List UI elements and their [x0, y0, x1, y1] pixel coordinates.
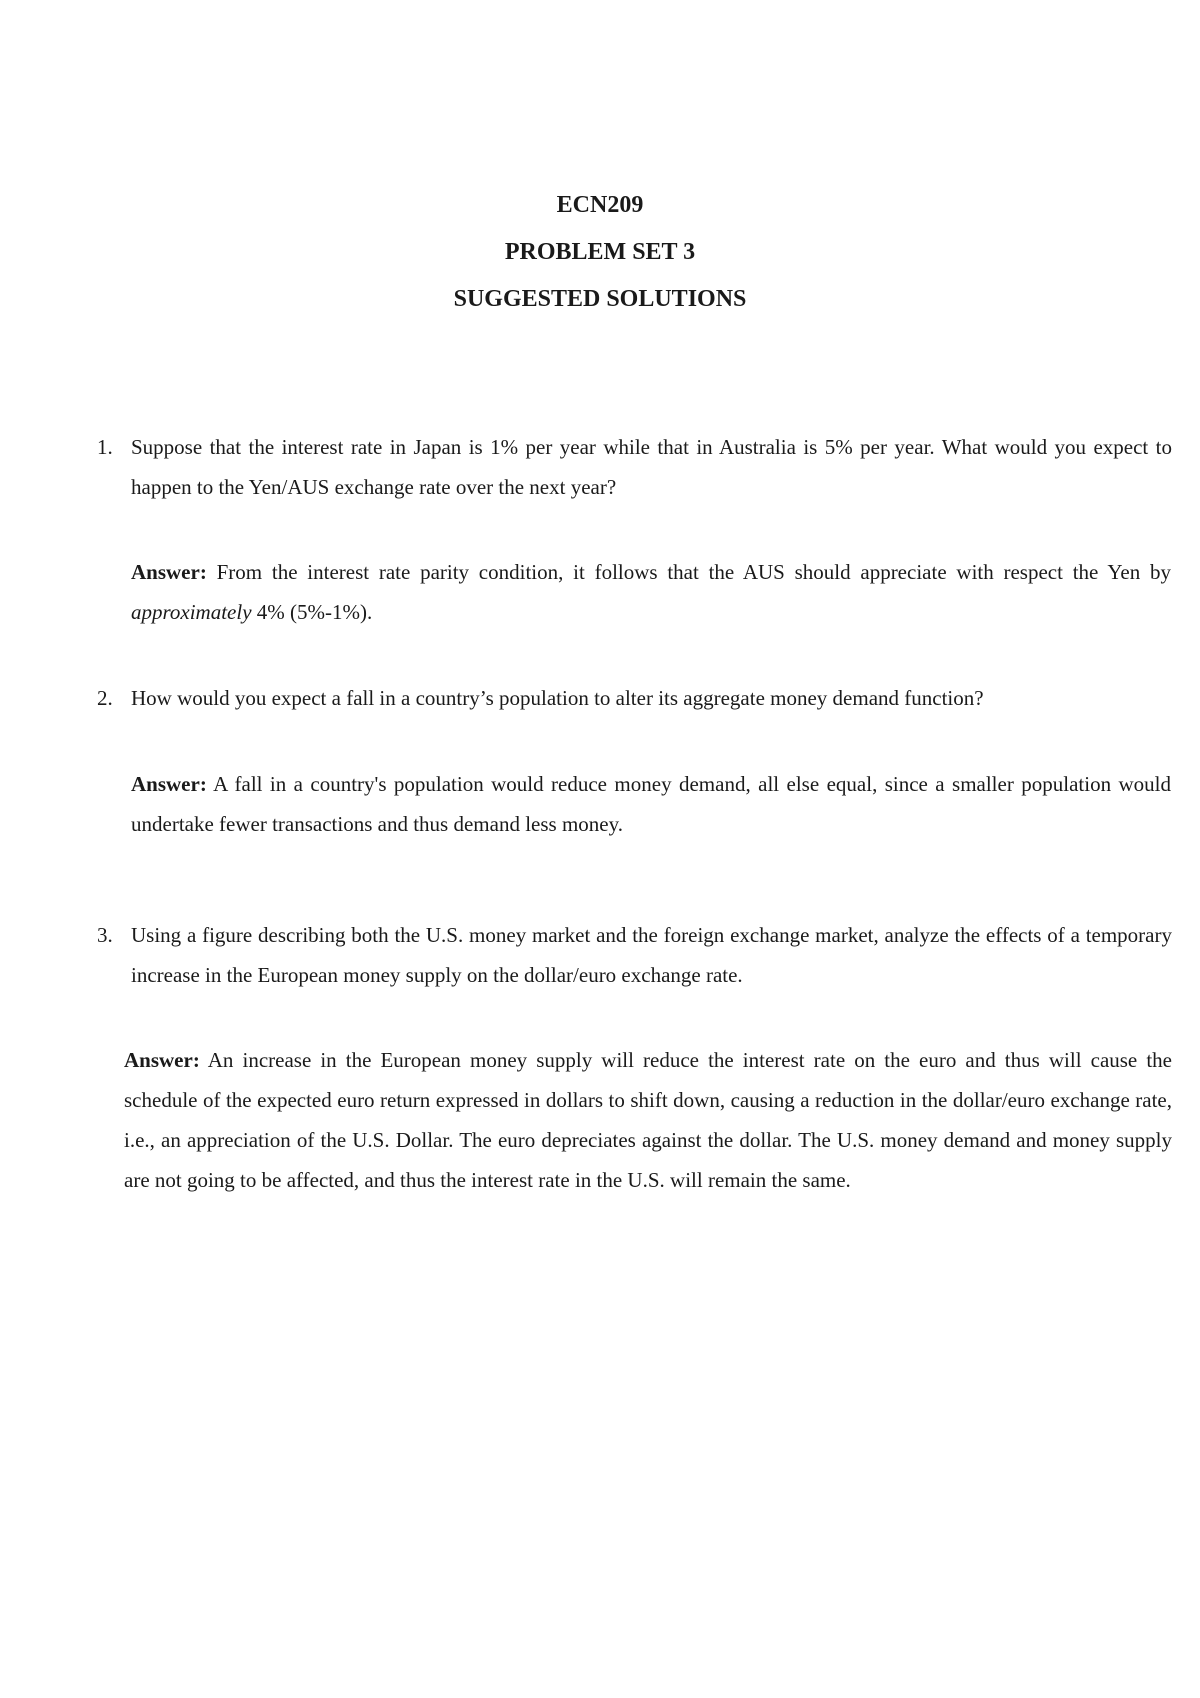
question-1: [97, 427, 1172, 507]
answer-text: A fall in a country's population would reduce money demand, all else equal, since a smaller population would undertake fewer transactions and thus demand less money.: [131, 772, 1171, 836]
answer-text: An increase in the European money supply will reduce the interest rate on the euro and thus will cause the schedule of the expected euro return expressed in dollars to shift down, causing a reduction in the dollar/euro exchange rate, i.e., an appreciation of the U.S. Dollar. The euro depreciates against the dollar. The U.S. money demand and money supply are not going to be affected, and thus the interest rate in the U.S. will remain the same.: [124, 1048, 1172, 1192]
subtitle: SUGGESTED SOLUTIONS: [453, 286, 747, 312]
question-3: [97, 915, 1172, 995]
question-2: [97, 678, 1172, 718]
question-number: 1.: [97, 435, 113, 459]
course-code: ECN209: [556, 192, 644, 218]
question-number: 2.: [97, 686, 113, 710]
answer-2: [131, 764, 1171, 844]
answer-3: [124, 1040, 1172, 1200]
question-text: Suppose that the interest rate in Japan is 1% per year while that in Australia is 5% per year. What would you expect to happen to the Yen/AUS exchange rate over the next year?: [131, 435, 1172, 499]
answer-label: Answer:: [131, 772, 207, 796]
answer-label: Answer:: [124, 1048, 200, 1072]
question-text: How would you expect a fall in a country’s population to alter its aggregate money demand function?: [131, 686, 984, 710]
problem-set-title: PROBLEM SET 3: [504, 239, 696, 265]
answer-label: Answer:: [131, 560, 207, 584]
answer-emphasis: approximately: [131, 600, 252, 624]
title-block: [0, 182, 1200, 323]
answer-text: From the interest rate parity condition, it follows that the AUS should appreciate with respect the Yen by: [206, 560, 1171, 584]
question-text: Using a figure describing both the U.S. money market and the foreign exchange market, analyze the effects of a temporary increase in the European money supply on the dollar/euro exchange rate.: [131, 923, 1172, 987]
answer-text-end: 4% (5%-1%).: [251, 600, 373, 624]
answer-1: [131, 552, 1171, 632]
question-number: 3.: [97, 923, 113, 947]
